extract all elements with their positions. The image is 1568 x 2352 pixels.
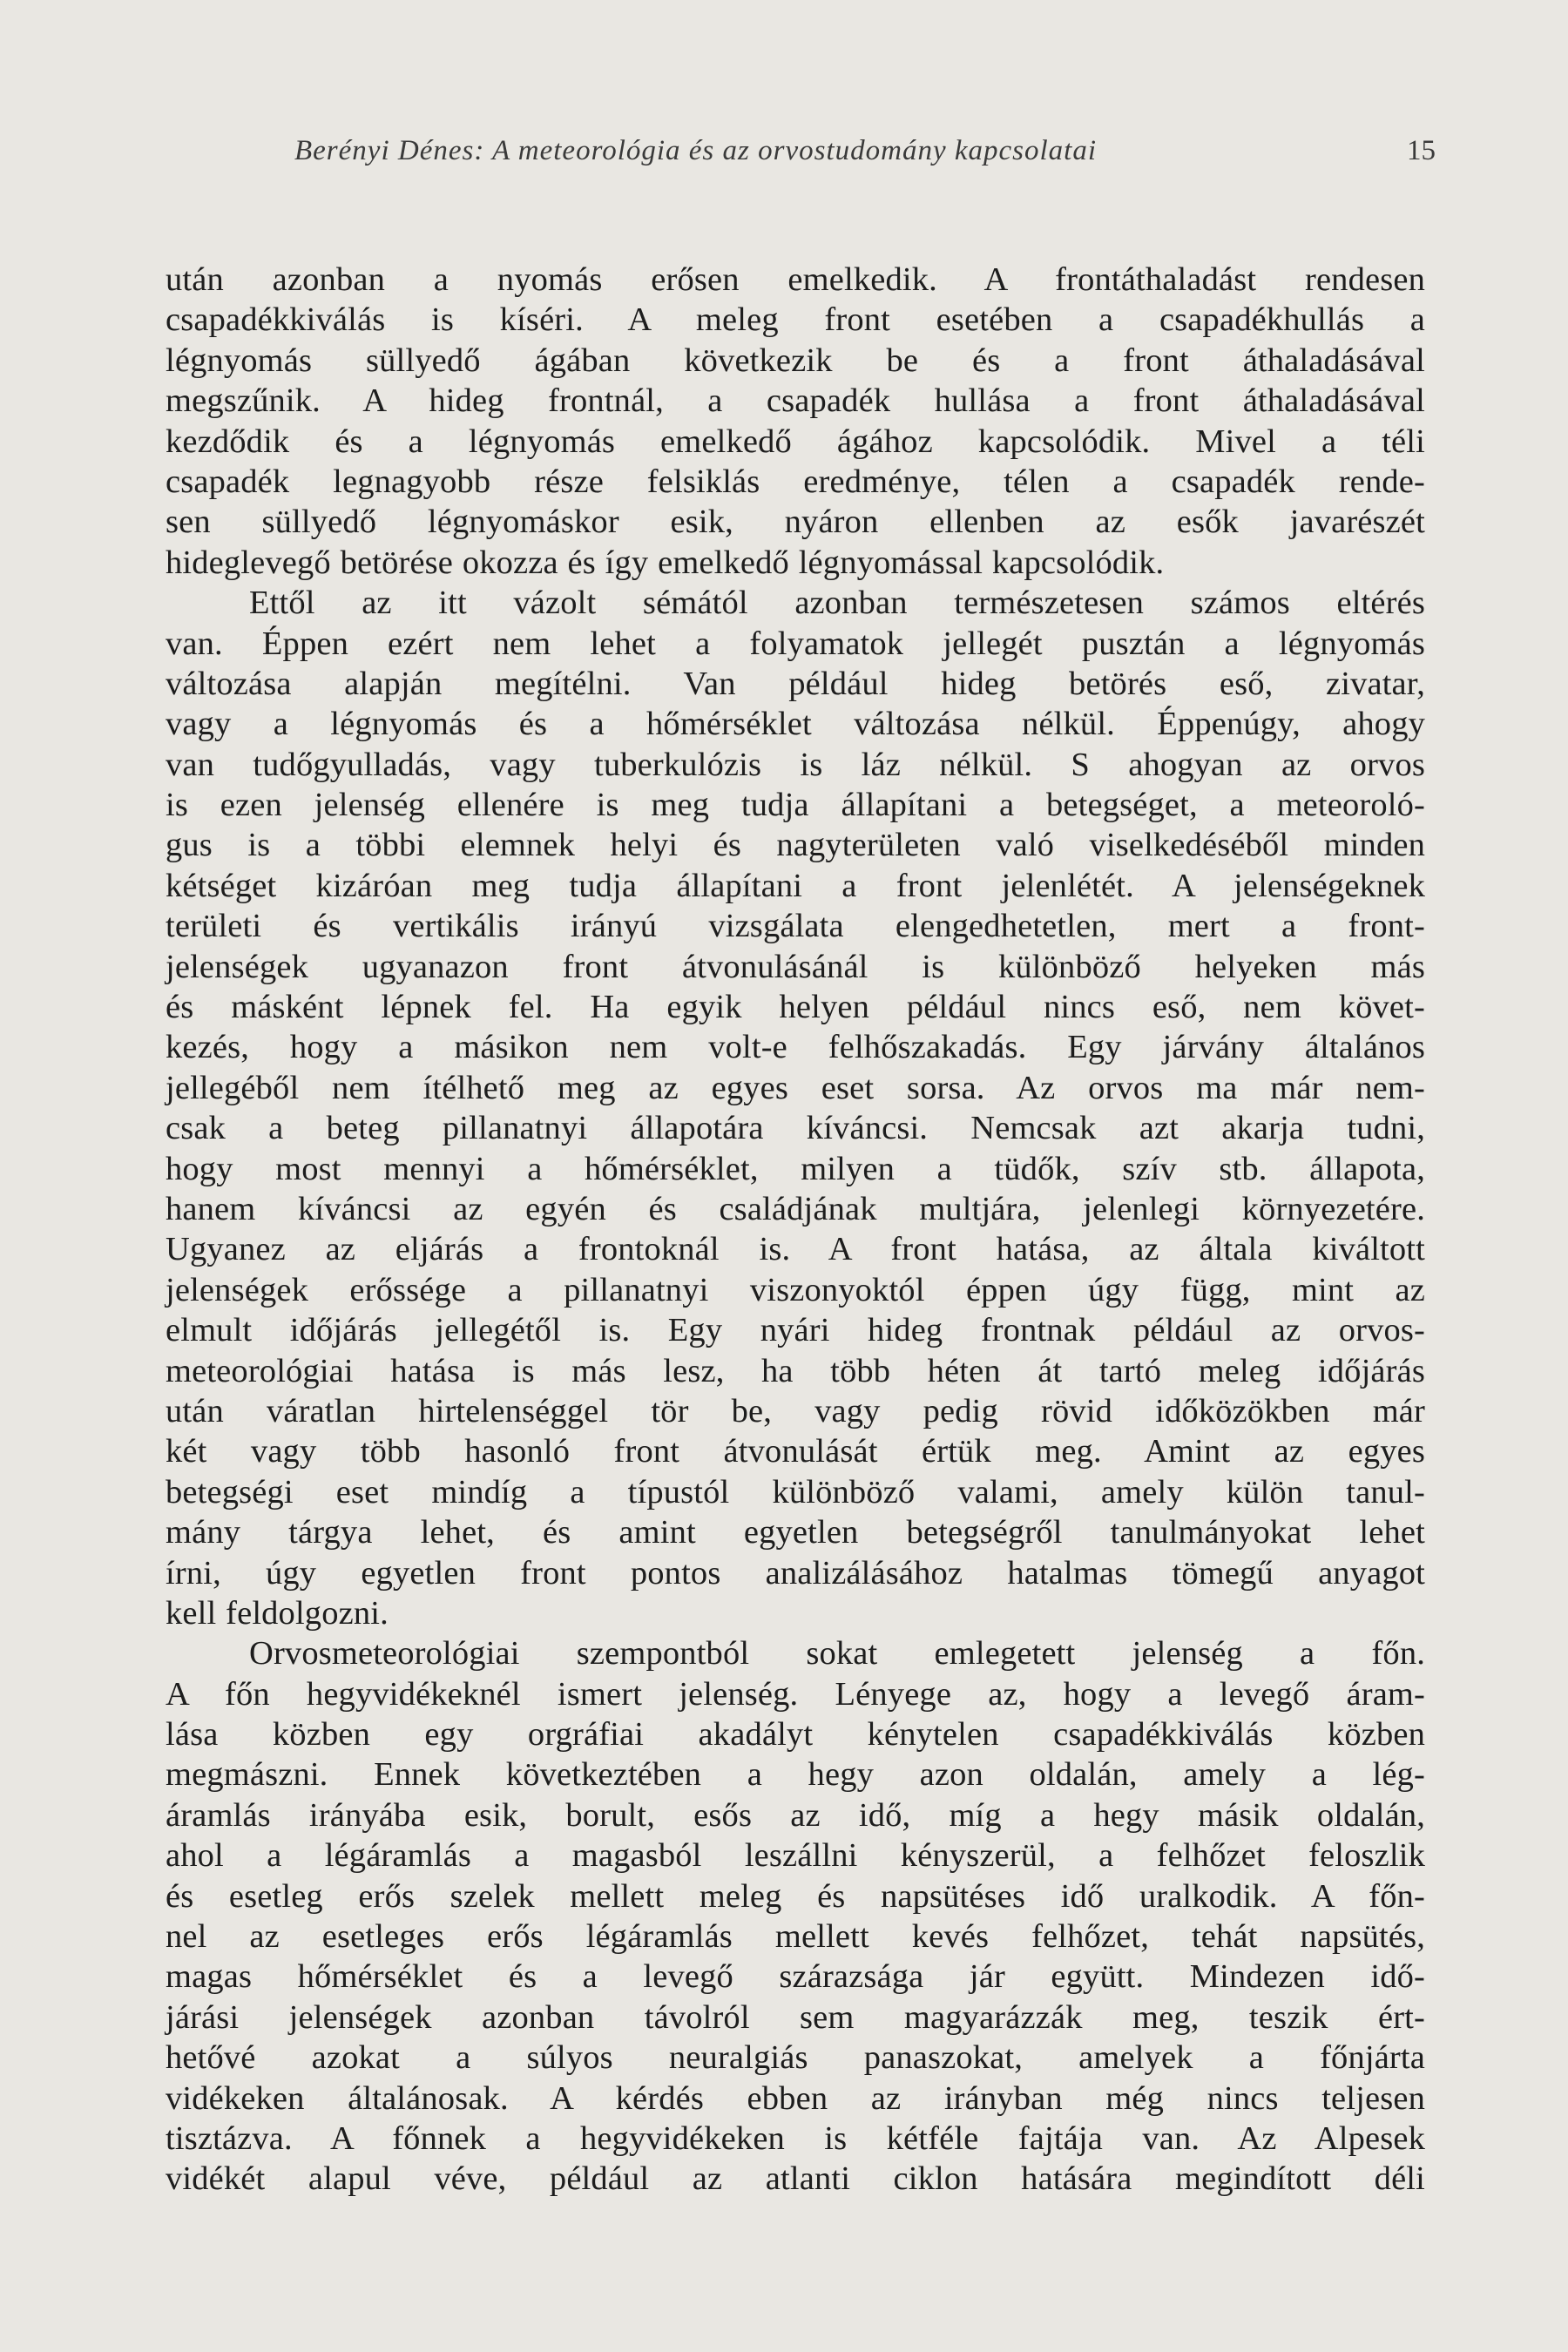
text-line: hanem kíváncsi az egyén és családjának multjára, jelenlegi környezetére. — [166, 1190, 1425, 1227]
text-line: változása alapján megítélni. Van például hideg betörés eső, zivatar, — [166, 665, 1425, 702]
text-line: van tudőgyulladás, vagy tuberkulózis is láz nélkül. S ahogyan az orvos — [166, 746, 1425, 783]
body-text — [166, 260, 1425, 2200]
text-line: betegségi eset mindíg a típustól különböző valami, amely külön tanul- — [166, 1473, 1425, 1511]
text-line: kétséget kizáróan meg tudja állapítani a front jelenlétét. A jelenségeknek — [166, 867, 1425, 904]
text-line: tisztázva. A főnnek a hegyvidékeken is kétféle fajtája van. Az Alpesek — [166, 2119, 1425, 2157]
text-line: területi és vertikális irányú vizsgálata elengedhetetlen, mert a front- — [166, 908, 1425, 945]
text-line: csak a beteg pillanatnyi állapotára kíváncsi. Nemcsak azt akarja tudni, — [166, 1110, 1425, 1147]
text-line: után azonban a nyomás erősen emelkedik. A frontáthaladást rendesen — [166, 261, 1425, 298]
text-line: után váratlan hirtelenséggel tör be, vagy pedig rövid időközökben már — [166, 1392, 1425, 1429]
text-line: elmult időjárás jellegétől is. Egy nyári hideg frontnak például az orvos- — [166, 1312, 1425, 1349]
text-line: Ettől az itt vázolt sémától azonban természetesen számos eltérés — [249, 585, 1425, 622]
text-line: írni, úgy egyetlen front pontos analizálásához hatalmas tömegű anyagot — [166, 1554, 1425, 1592]
text-line: két vagy több hasonló front átvonulását értük meg. Amint az egyes — [166, 1433, 1425, 1470]
text-line: A főn hegyvidékeknél ismert jelenség. Lényege az, hogy a levegő áram- — [166, 1675, 1425, 1713]
text-line: csapadék legnagyobb része felsiklás eredménye, télen a csapadék rende- — [166, 463, 1425, 500]
text-line: ahol a légáramlás a magasból leszállni kényszerül, a felhőzet feloszlik — [166, 1837, 1425, 1875]
running-title: Berényi Dénes: A meteorológia és az orvostudomány kapcsolatai — [294, 135, 1097, 166]
text-line: hogy most mennyi a hőmérséklet, milyen a tüdők, szív stb. állapota, — [166, 1150, 1425, 1187]
text-line: kezés, hogy a másikon nem volt-e felhőszakadás. Egy járvány általános — [166, 1029, 1425, 1066]
text-line: vidékeken általánosak. A kérdés ebben az irányban még nincs teljesen — [166, 2079, 1425, 2117]
text-line: sen süllyedő légnyomáskor esik, nyáron ellenben az esők javarészét — [166, 504, 1425, 541]
text-line: Ugyanez az eljárás a frontoknál is. A front hatása, az általa kiváltott — [166, 1231, 1425, 1268]
text-line: jelenségek ugyanazon front átvonulásánál is különböző helyeken más — [166, 948, 1425, 985]
text-line: magas hőmérséklet és a levegő szárazsága jár együtt. Mindezen idő- — [166, 1958, 1425, 1996]
text-line: nel az esetleges erős légáramlás mellett kevés felhőzet, tehát napsütés, — [166, 1918, 1425, 1956]
text-line: Orvosmeteorológiai szempontból sokat emlegetett jelenség a főn. — [249, 1635, 1425, 1673]
text-line: mány tárgya lehet, és amint egyetlen betegségről tanulmányokat lehet — [166, 1514, 1425, 1551]
text-line: van. Éppen ezért nem lehet a folyamatok jellegét pusztán a légnyomás — [166, 625, 1425, 662]
text-line: megszűnik. A hideg frontnál, a csapadék hullása a front áthaladásával — [166, 382, 1425, 420]
text-line: kell feldolgozni. — [166, 1594, 389, 1632]
text-line: és esetleg erős szelek mellett meleg és napsütéses idő uralkodik. A főn- — [166, 1877, 1425, 1915]
text-line: és másként lépnek fel. Ha egyik helyen például nincs eső, nem követ- — [166, 989, 1425, 1026]
text-line: is ezen jelenség ellenére is meg tudja állapítani a betegséget, a meteoroló- — [166, 787, 1425, 824]
text-line: járási jelenségek azonban távolról sem magyarázzák meg, teszik ért- — [166, 1998, 1425, 2036]
text-line: megmászni. Ennek következtében a hegy azon oldalán, amely a lég- — [166, 1756, 1425, 1794]
text-line: hideglevegő betörése okozza és így emelkedő légnyomással kapcsolódik. — [166, 544, 1165, 581]
text-line: jelenségek erőssége a pillanatnyi viszonyoktól éppen úgy függ, mint az — [166, 1271, 1425, 1308]
text-line: légnyomás süllyedő ágában következik be és a front áthaladásával — [166, 341, 1425, 379]
text-line: csapadékkiválás is kíséri. A meleg front esetében a csapadékhullás a — [166, 301, 1425, 339]
text-line: áramlás irányába esik, borult, esős az idő, míg a hegy másik oldalán, — [166, 1796, 1425, 1834]
text-line: hetővé azokat a súlyos neuralgiás panaszokat, amelyek a főnjárta — [166, 2039, 1425, 2077]
running-header — [294, 135, 1436, 179]
page-number: 15 — [1407, 135, 1436, 166]
text-line: gus is a többi elemnek helyi és nagyterületen való viselkedéséből minden — [166, 827, 1425, 864]
text-line: vidékét alapul véve, például az atlanti ciklon hatására megindított déli — [166, 2160, 1425, 2198]
text-line: jellegéből nem ítélhető meg az egyes eset sorsa. Az orvos ma már nem- — [166, 1069, 1425, 1106]
text-line: meteorológiai hatása is más lesz, ha több héten át tartó meleg időjárás — [166, 1352, 1425, 1389]
text-line: kezdődik és a légnyomás emelkedő ágához kapcsolódik. Mivel a téli — [166, 422, 1425, 460]
text-line: vagy a légnyomás és a hőmérséklet változása nélkül. Éppenúgy, ahogy — [166, 706, 1425, 743]
text-line: lása közben egy orgráfiai akadályt kénytelen csapadékkiválás közben — [166, 1716, 1425, 1754]
